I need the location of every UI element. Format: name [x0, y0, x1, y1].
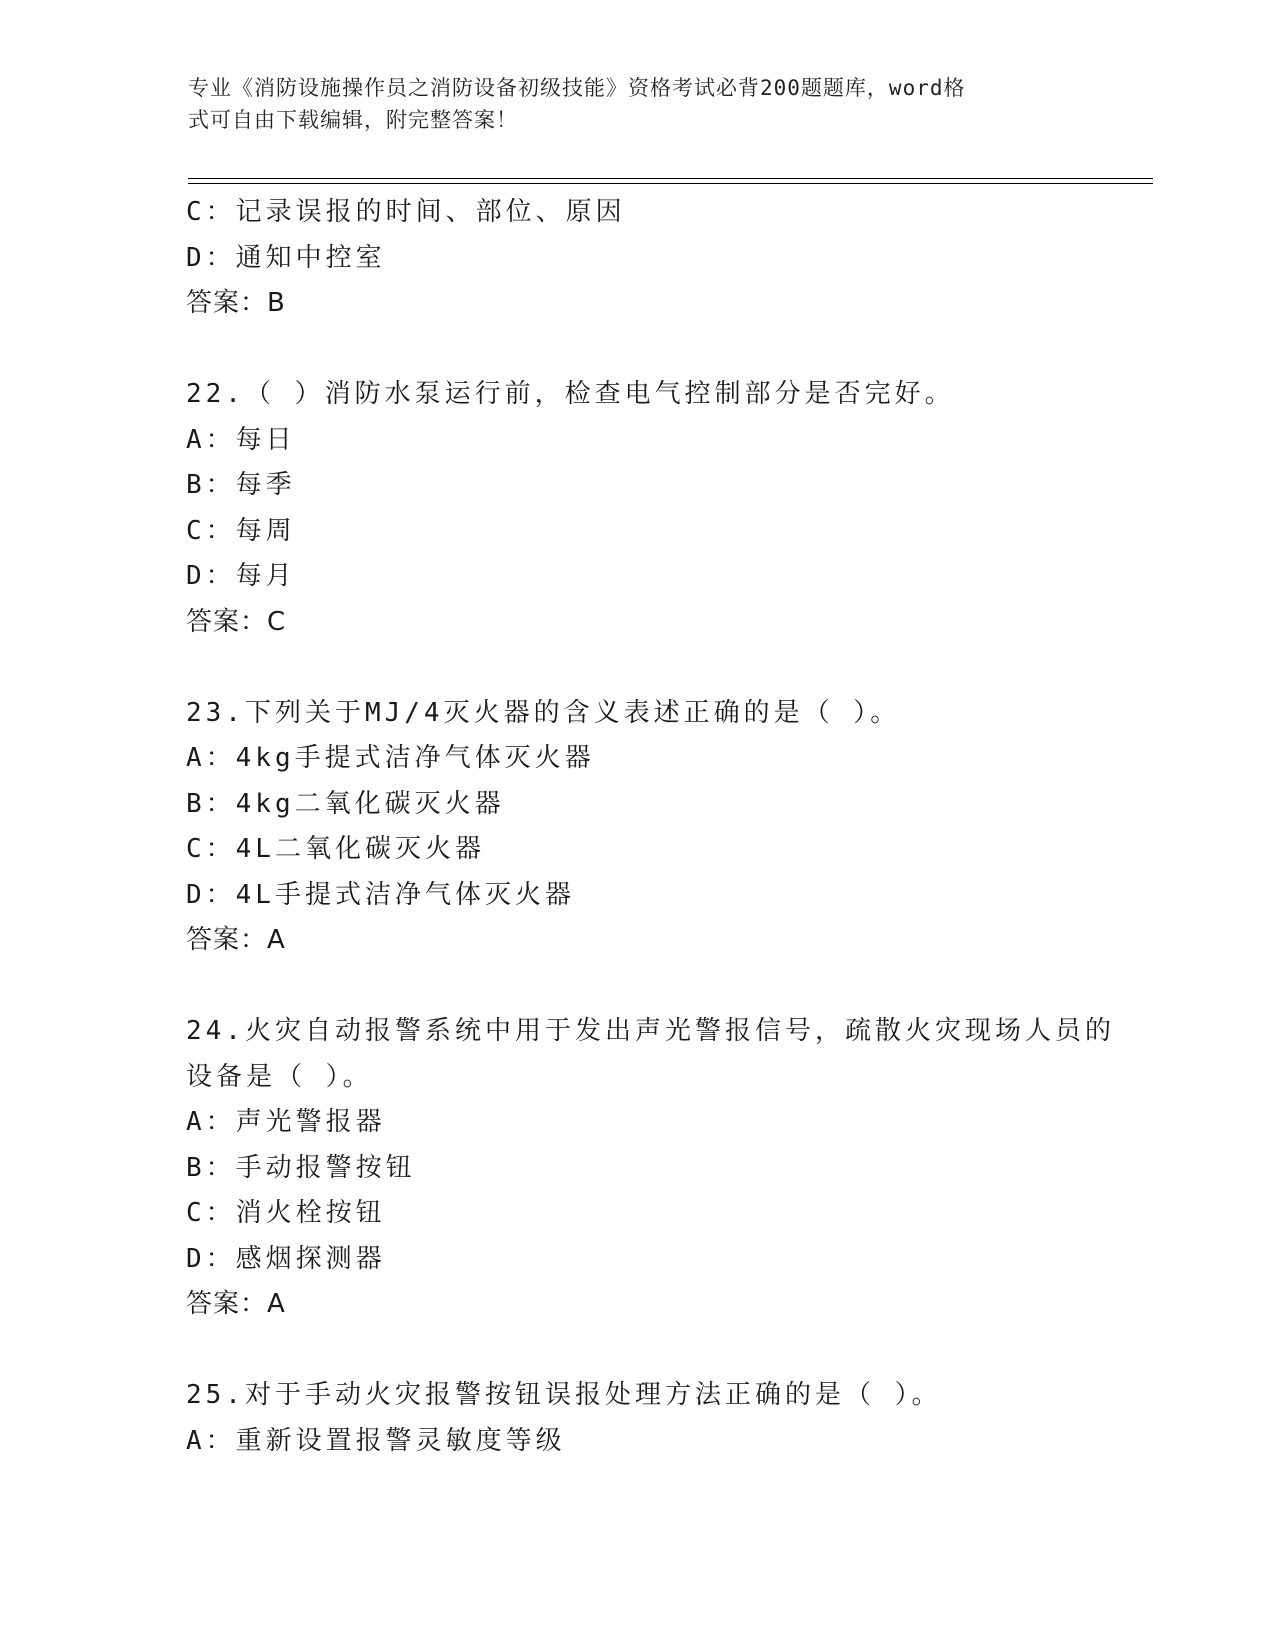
option-b: B：4kg二氧化碳灭火器 [186, 788, 505, 819]
option-c: C：每周 [186, 515, 296, 546]
option-b: B：每季 [186, 470, 296, 500]
spacer [186, 964, 1086, 1010]
option-d: D：4L手提式洁净气体灭火器 [186, 879, 575, 910]
document-header [188, 72, 1068, 136]
option-c: C：4L二氧化碳灭火器 [186, 834, 485, 864]
question-22-text: 22.（ ）消防水泵运行前，检查电气控制部分是否完好。 [186, 379, 955, 409]
header-rule-bottom [188, 183, 1153, 184]
option-d: D：通知中控室 [186, 242, 386, 273]
question-24-text-cont: 设备是（ ）。 [186, 1061, 373, 1092]
option-c: C：消火栓按钮 [186, 1198, 386, 1228]
header-line-2: 式可自由下载编辑，附完整答案！ [188, 108, 518, 132]
option-a: A：每日 [186, 424, 296, 455]
question-list [186, 190, 1115, 1464]
spacer [186, 645, 1086, 691]
answer-line: 答案：A [186, 925, 286, 955]
answer-line: 答案：C [186, 606, 287, 637]
option-c: C：记录误报的时间、部位、原因 [186, 197, 626, 227]
question-25-text: 25.对于手动火灾报警按钮误报处理方法正确的是（ ）。 [186, 1380, 942, 1410]
option-a: A：4kg手提式洁净气体灭火器 [186, 743, 595, 773]
option-d: D：每月 [186, 561, 296, 591]
header-rule-top [188, 178, 1153, 179]
spacer [186, 327, 1086, 373]
question-23-text: 23.下列关于MJ/4灭火器的含义表述正确的是（ ）。 [186, 697, 901, 728]
spacer [186, 1328, 1086, 1374]
option-b: B：手动报警按钮 [186, 1152, 416, 1183]
option-a: A：重新设置报警灵敏度等级 [186, 1425, 566, 1456]
header-line-1: 专业《消防设施操作员之消防设备初级技能》资格考试必背200题题库，word格 [188, 76, 966, 100]
answer-line: 答案：B [186, 288, 286, 318]
question-24-text: 24.火灾自动报警系统中用于发出声光警报信号，疏散火灾现场人员的 [186, 1016, 1115, 1046]
option-d: D：感烟探测器 [186, 1243, 386, 1274]
answer-line: 答案：A [186, 1289, 286, 1319]
option-a: A：声光警报器 [186, 1107, 386, 1137]
